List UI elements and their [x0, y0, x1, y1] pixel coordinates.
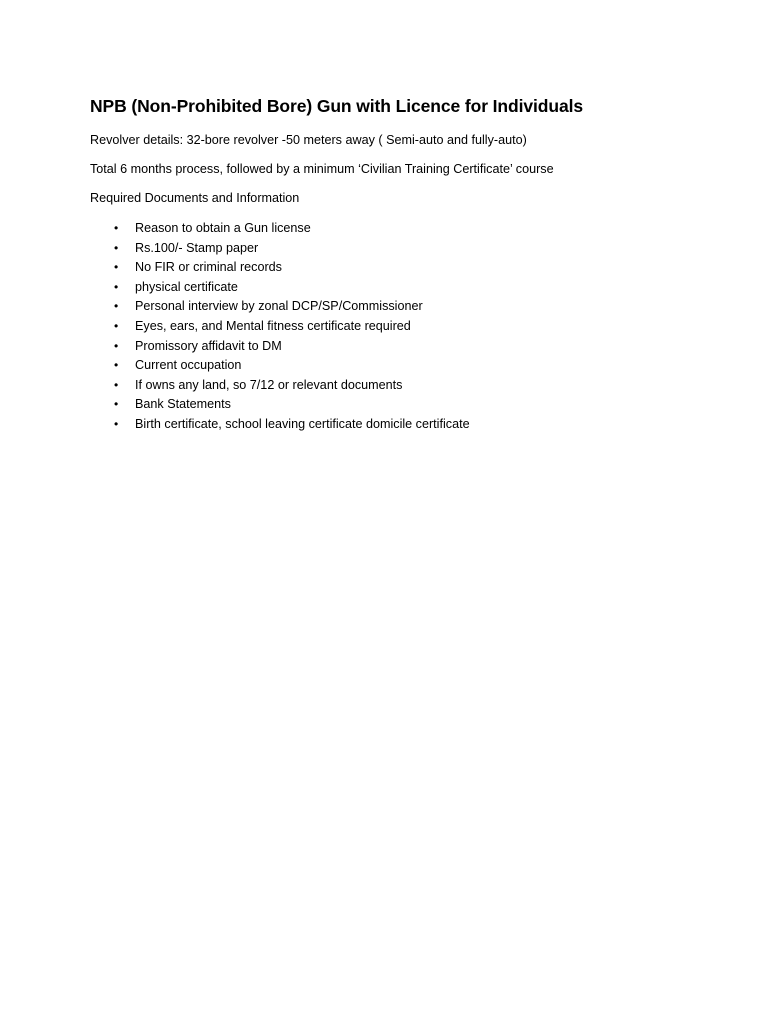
- list-item-text: Birth certificate, school leaving certificate domicile certificate: [135, 416, 470, 431]
- list-item: [90, 297, 710, 317]
- list-item-text: Current occupation: [135, 358, 242, 373]
- required-documents-heading: Required Documents and Information: [90, 191, 300, 205]
- bullet-icon: •: [114, 240, 119, 255]
- bullet-icon: •: [114, 377, 119, 392]
- required-documents-list: [90, 219, 710, 435]
- bullet-icon: •: [114, 279, 119, 294]
- bullet-icon: •: [114, 416, 119, 431]
- document-title: NPB (Non-Prohibited Bore) Gun with Licence for Individuals: [90, 96, 583, 116]
- bullet-icon: •: [114, 299, 119, 314]
- list-item: [90, 376, 710, 396]
- bullet-icon: •: [114, 260, 119, 275]
- list-item: [90, 219, 710, 239]
- bullet-icon: •: [114, 338, 119, 353]
- list-item-text: Reason to obtain a Gun license: [135, 221, 311, 235]
- list-item-text: Rs.100/- Stamp paper: [135, 240, 259, 255]
- document-body: [90, 94, 710, 435]
- list-item: [90, 258, 710, 278]
- list-item-text: Personal interview by zonal DCP/SP/Commissioner: [135, 299, 423, 314]
- list-item: [90, 415, 710, 435]
- list-item: [90, 317, 710, 337]
- bullet-icon: •: [114, 221, 119, 235]
- list-item-text: Bank Statements: [135, 397, 231, 412]
- bullet-icon: •: [114, 318, 119, 333]
- list-item: [90, 337, 710, 357]
- process-duration-paragraph: Total 6 months process, followed by a minimum ‘Civilian Training Certificate’ course: [90, 162, 554, 176]
- list-item: [90, 278, 710, 298]
- list-item-text: Promissory affidavit to DM: [135, 338, 282, 353]
- bullet-icon: •: [114, 358, 119, 373]
- list-item-text: Eyes, ears, and Mental fitness certificate required: [135, 318, 411, 333]
- list-item-text: physical certificate: [135, 279, 238, 294]
- list-item: [90, 239, 710, 259]
- list-item-text: If owns any land, so 7/12 or relevant documents: [135, 377, 403, 392]
- list-item-text: No FIR or criminal records: [135, 260, 282, 275]
- list-item: [90, 395, 710, 415]
- bullet-icon: •: [114, 397, 119, 412]
- revolver-details-paragraph: Revolver details: 32-bore revolver -50 meters away ( Semi-auto and fully-auto): [90, 133, 527, 147]
- list-item: [90, 356, 710, 376]
